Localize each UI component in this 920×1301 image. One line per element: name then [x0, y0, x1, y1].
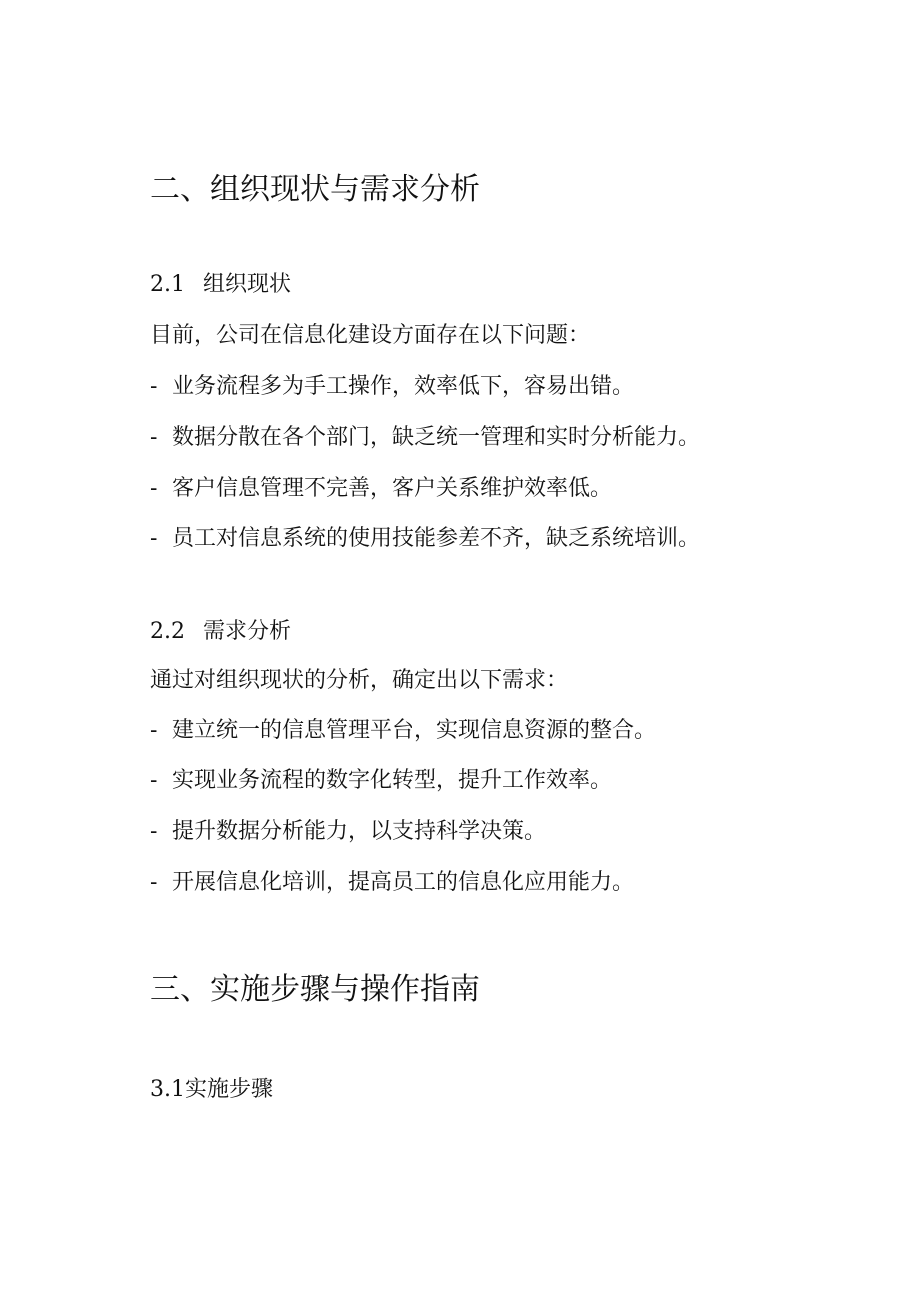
bullet-marker: -: [150, 526, 158, 551]
bullet-text: 客户信息管理不完善，客户关系维护效率低。: [172, 476, 613, 501]
bullet-marker: -: [150, 425, 158, 450]
paragraph-intro-2-2: 通过对组织现状的分析，确定出以下需求：: [150, 668, 569, 693]
bullet-text: 建立统一的信息管理平台，实现信息资源的整合。: [172, 718, 657, 743]
bullet-marker: -: [150, 870, 158, 895]
subsection-title: 需求分析: [203, 619, 292, 644]
section-heading-3: 三、实施步骤与操作指南: [150, 972, 480, 1007]
subsection-heading-2-2: [150, 617, 291, 647]
subsection-heading-3-1: [150, 1075, 273, 1105]
subsection-number: 2.2: [150, 619, 185, 644]
subsection-number: 2.1: [150, 272, 185, 297]
subsection-title: 实施步骤: [185, 1077, 274, 1102]
bullet-item: [150, 474, 612, 504]
bullet-item: [150, 524, 700, 554]
bullet-item: [150, 868, 634, 898]
bullet-item: [150, 716, 656, 746]
bullet-text: 开展信息化培训，提高员工的信息化应用能力。: [172, 870, 635, 895]
bullet-text: 员工对信息系统的使用技能参差不齐，缺乏系统培训。: [172, 526, 701, 551]
bullet-item: [150, 372, 634, 402]
bullet-marker: -: [150, 819, 158, 844]
subsection-heading-2-1: [150, 270, 291, 300]
bullet-item: [150, 423, 700, 453]
subsection-number: 3.1: [150, 1077, 185, 1102]
bullet-marker: -: [150, 718, 158, 743]
bullet-item: [150, 817, 546, 847]
bullet-item: [150, 766, 612, 796]
bullet-marker: -: [150, 768, 158, 793]
bullet-marker: -: [150, 476, 158, 501]
section-heading-2: 二、组织现状与需求分析: [150, 172, 480, 207]
bullet-text: 提升数据分析能力，以支持科学决策。: [172, 819, 547, 844]
bullet-text: 数据分散在各个部门，缺乏统一管理和实时分析能力。: [172, 425, 701, 450]
bullet-text: 实现业务流程的数字化转型，提升工作效率。: [172, 768, 613, 793]
bullet-text: 业务流程多为手工操作，效率低下，容易出错。: [172, 374, 635, 399]
bullet-marker: -: [150, 374, 158, 399]
paragraph-intro-2-1: 目前，公司在信息化建设方面存在以下问题：: [150, 323, 591, 348]
subsection-title: 组织现状: [203, 272, 292, 297]
